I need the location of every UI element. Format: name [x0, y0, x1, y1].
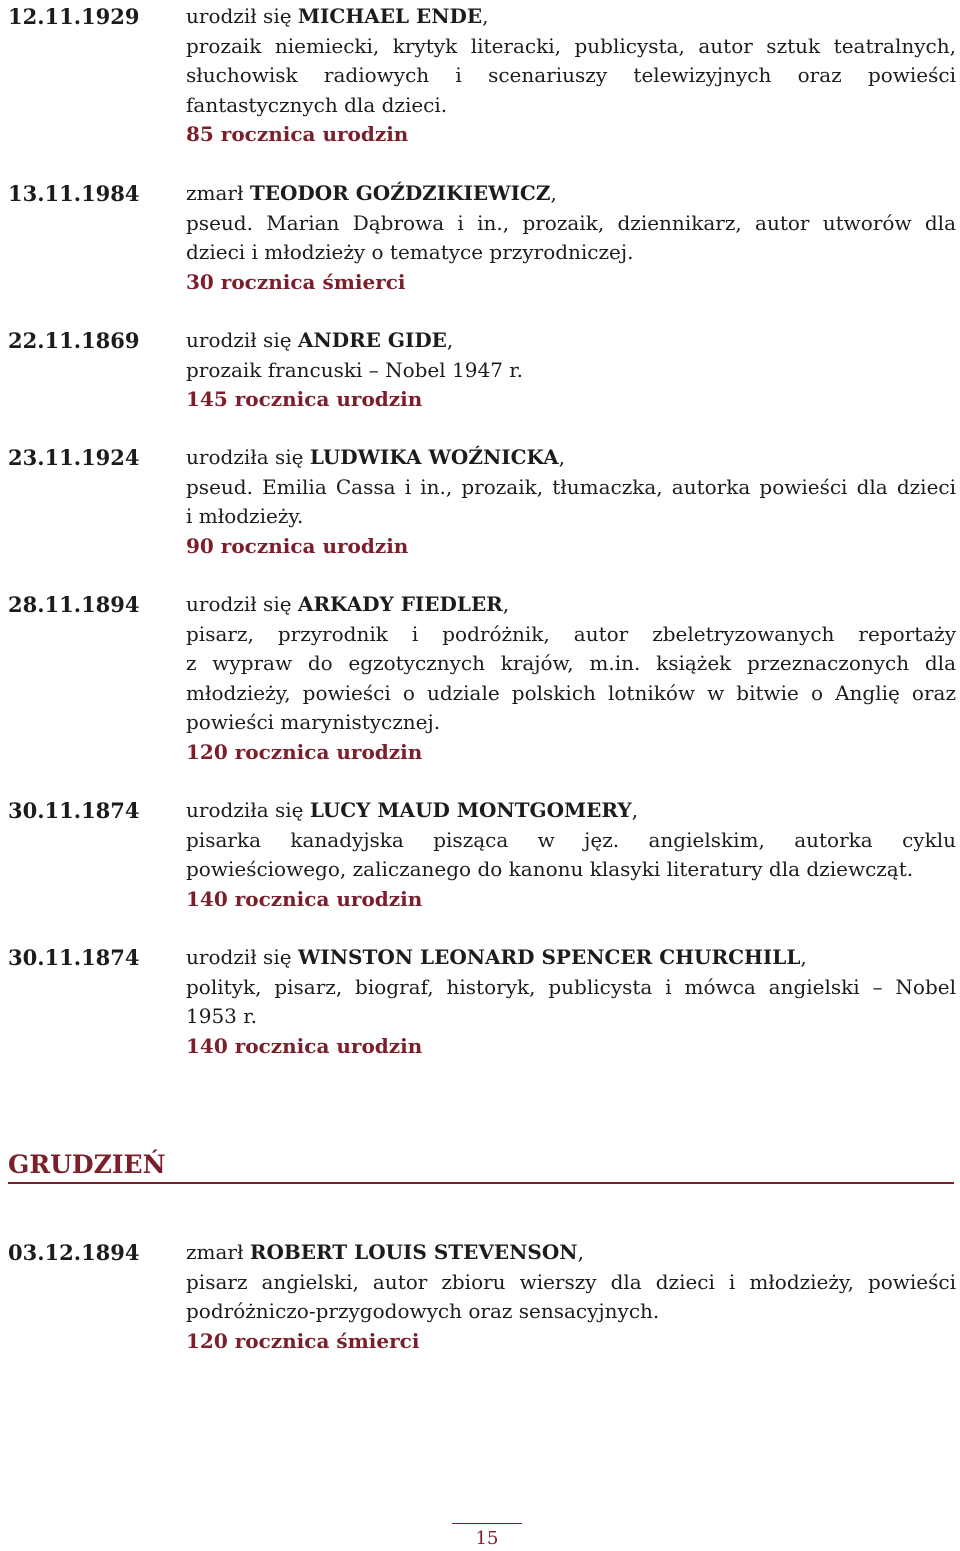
entry-suffix: ,	[577, 1240, 584, 1264]
entry-date: 13.11.1984	[8, 181, 140, 206]
entry-prefix: urodził się	[186, 328, 298, 352]
anniversary-label: 30 rocznica śmierci	[186, 269, 406, 294]
anniversary-label: 85 rocznica urodzin	[186, 122, 409, 146]
entry-date: 22.11.1869	[8, 328, 140, 353]
entry-line: fantastycznych dla dzieci.	[186, 92, 448, 117]
entry-text	[186, 2, 956, 150]
entry-line: prozaik niemiecki, krytyk literacki, publicysta, autor sztuk teatralnych,	[186, 33, 956, 58]
entry-text	[186, 326, 956, 415]
entry-text	[186, 590, 956, 767]
entry-line: słuchowisk radiowych i scenariuszy telewizyjnych oraz powieści	[186, 63, 956, 87]
entry-suffix: ,	[550, 181, 557, 205]
section-title: GRUDZIEŃ	[8, 1150, 166, 1179]
entry-date: 28.11.1894	[8, 592, 140, 617]
entry-suffix: ,	[631, 798, 639, 822]
entry-heading	[186, 1238, 956, 1268]
entry-prefix: urodził się	[186, 592, 298, 616]
entry-text	[186, 796, 956, 914]
entry-line: 1953 r.	[186, 1004, 257, 1028]
entry-line: pseud. Marian Dąbrowa i in., prozaik, dziennikarz, autor utworów dla	[186, 210, 956, 235]
entry-prefix: urodził się	[186, 945, 298, 969]
entry-line: z wypraw do egzotycznych krajów, m.in. książek przeznaczonych dla	[186, 651, 956, 675]
entry-date: 23.11.1924	[8, 445, 140, 470]
person-name: MICHAEL ENDE	[297, 4, 483, 28]
entry-text	[186, 443, 956, 561]
entry-line: pseud. Emilia Cassa i in., prozaik, tłumaczka, autorka powieści dla dzieci	[186, 474, 956, 499]
person-name: ARKADY FIEDLER	[297, 592, 503, 616]
entry-suffix: ,	[800, 945, 807, 969]
entry-heading	[186, 326, 956, 356]
entry-suffix: ,	[482, 4, 489, 28]
person-name: TEODOR GOŹDZIKIEWICZ	[249, 181, 551, 205]
entry-date: 30.11.1874	[8, 798, 140, 823]
entry-text	[186, 1238, 956, 1356]
entry-suffix: ,	[558, 445, 565, 469]
entry-line: prozaik francuski – Nobel 1947 r.	[186, 357, 523, 382]
person-name: ANDRE GIDE	[297, 328, 447, 352]
person-name: LUDWIKA WOŹNICKA	[309, 445, 559, 469]
entry-suffix: ,	[502, 592, 510, 616]
person-name: ROBERT LOUIS STEVENSON	[249, 1240, 578, 1264]
entry-prefix: zmarł	[186, 181, 250, 205]
entry-heading	[186, 443, 956, 473]
entry-prefix: urodziła się	[186, 445, 310, 469]
entry-suffix: ,	[446, 328, 454, 352]
entry-date: 12.11.1929	[8, 4, 140, 29]
entry-line: pisarz angielski, autor zbioru wierszy dla dzieci i młodzieży, powieści	[186, 1269, 956, 1294]
person-name: LUCY MAUD MONTGOMERY	[309, 798, 632, 822]
entry-heading	[186, 590, 956, 620]
section-heading-december	[8, 1148, 954, 1184]
person-name: WINSTON LEONARD SPENCER CHURCHILL	[297, 945, 801, 969]
anniversary-label: 120 rocznica śmierci	[186, 1328, 420, 1353]
anniversary-label: 145 rocznica urodzin	[186, 387, 423, 411]
entry-line: i młodzieży.	[186, 504, 304, 528]
entry-line: pisarz, przyrodnik i podróżnik, autor zbeletryzowanych reportaży	[186, 621, 956, 646]
anniversary-label: 140 rocznica urodzin	[186, 1033, 423, 1058]
entry-prefix: urodziła się	[186, 798, 310, 822]
entry-heading	[186, 796, 956, 826]
entry-heading	[186, 2, 956, 32]
anniversary-label: 120 rocznica urodzin	[186, 739, 423, 764]
entry-prefix: zmarł	[186, 1240, 250, 1264]
entry-line: polityk, pisarz, biograf, historyk, publicysta i mówca angielski – Nobel	[186, 974, 956, 999]
anniversary-label: 140 rocznica urodzin	[186, 886, 423, 911]
entry-date: 03.12.1894	[8, 1240, 140, 1265]
footer-divider	[452, 1523, 522, 1524]
entry-line: dzieci i młodzieży o tematyce przyrodniczej.	[186, 240, 634, 264]
entry-line: powieściowego, zaliczanego do kanonu klasyki literatury dla dziewcząt.	[186, 857, 914, 881]
page-number: 15	[475, 1528, 499, 1549]
entry-line: podróżniczo-przygodowych oraz sensacyjnych.	[186, 1299, 660, 1323]
entry-text	[186, 943, 956, 1061]
entry-line: pisarka kanadyjska pisząca w jęz. angielskim, autorka cyklu	[186, 827, 956, 852]
entry-line: powieści marynistycznej.	[186, 710, 441, 734]
entry-date: 30.11.1874	[8, 945, 140, 970]
entry-prefix: urodził się	[186, 4, 298, 28]
entry-line: młodzieży, powieści o udziale polskich lotników w bitwie o Anglię oraz	[186, 680, 956, 705]
entry-text	[186, 179, 956, 297]
anniversary-label: 90 rocznica urodzin	[186, 533, 409, 558]
entry-heading	[186, 943, 956, 973]
entry-heading	[186, 179, 956, 209]
